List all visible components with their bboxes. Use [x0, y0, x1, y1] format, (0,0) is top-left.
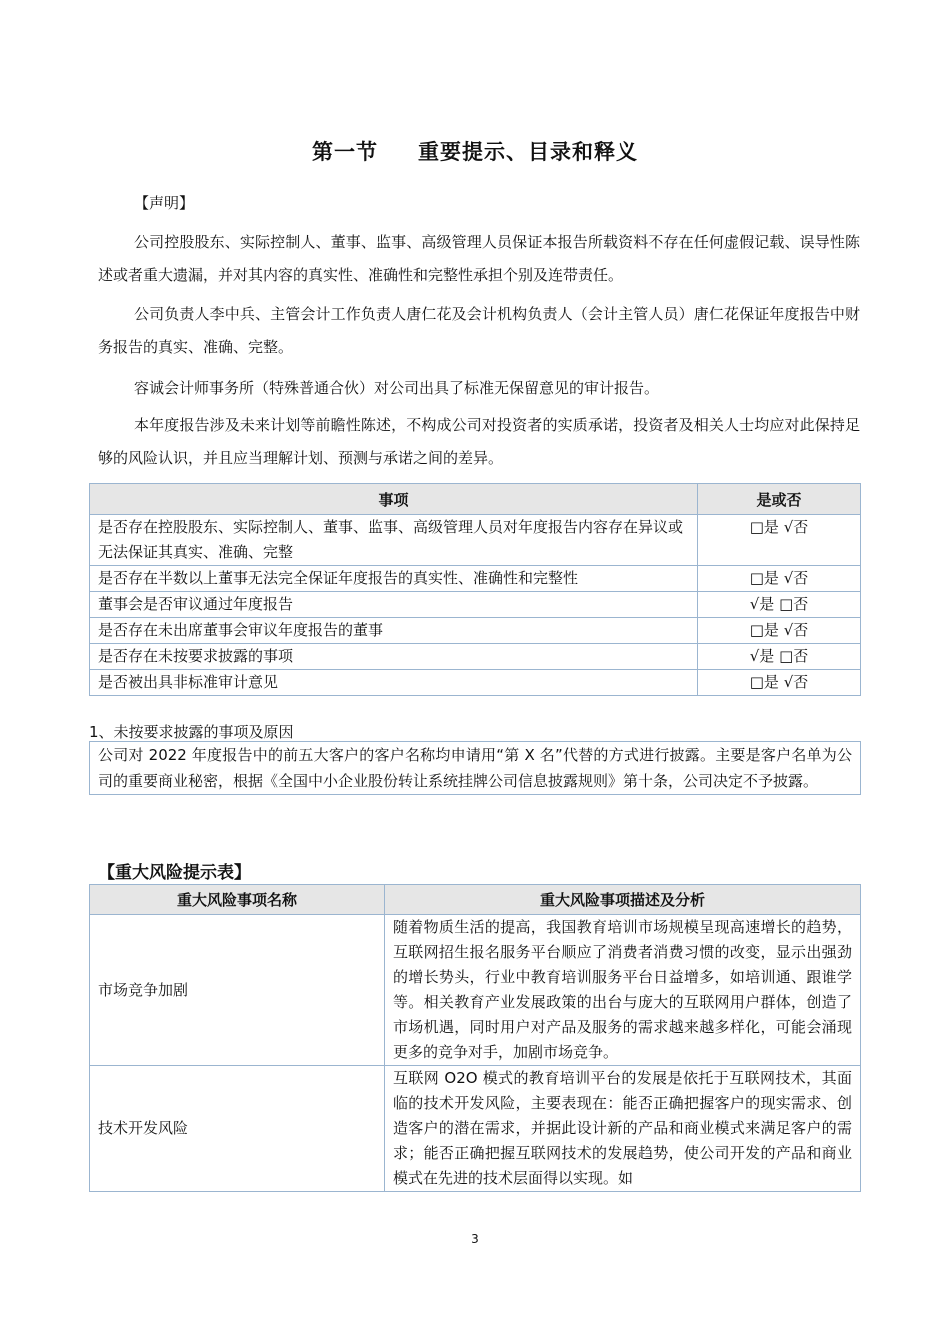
table-row: [90, 618, 861, 644]
matter-item: 是否存在控股股东、实际控制人、董事、监事、高级管理人员对年度报告内容存在异议或无法保证其真实、准确、完整: [90, 515, 698, 566]
matters-header-item: 事项: [90, 484, 698, 515]
risk-name: 市场竞争加剧: [90, 915, 385, 1066]
table-row: [90, 1066, 861, 1192]
statement-paragraph-4: 本年度报告涉及未来计划等前瞻性陈述，不构成公司对投资者的实质承诺，投资者及相关人士均应对此保持足够的风险认识，并且应当理解计划、预测与承诺之间的差异。: [98, 416, 860, 467]
matters-header-answer: 是或否: [698, 484, 861, 515]
matter-answer: □是 √否: [698, 566, 861, 592]
matter-answer: □是 √否: [698, 515, 861, 566]
matters-table-header: [90, 484, 861, 515]
risk-name: 技术开发风险: [90, 1066, 385, 1192]
matter-item: 是否被出具非标准审计意见: [90, 670, 698, 696]
risk-header-name: 重大风险事项名称: [90, 885, 385, 915]
matter-answer: □是 √否: [698, 670, 861, 696]
page-number: 3: [471, 1232, 479, 1246]
undisclosed-heading: 1、未按要求披露的事项及原因: [89, 723, 294, 741]
section-title: 重要提示、目录和释义: [418, 140, 638, 164]
risk-table-title: 【重大风险提示表】: [98, 863, 251, 883]
statement-heading: 【声明】: [134, 194, 195, 212]
table-row: [90, 515, 861, 566]
matter-item: 是否存在半数以上董事无法完全保证年度报告的真实性、准确性和完整性: [90, 566, 698, 592]
table-row: [90, 915, 861, 1066]
statement-paragraph-1: 公司控股股东、实际控制人、董事、监事、高级管理人员保证本报告所载资料不存在任何虚假记载、误导性陈述或者重大遗漏，并对其内容的真实性、准确性和完整性承担个别及连带责任。: [98, 233, 860, 284]
matter-item: 是否存在未按要求披露的事项: [90, 644, 698, 670]
table-row: [90, 566, 861, 592]
table-row: [90, 644, 861, 670]
table-row: [90, 670, 861, 696]
statement-paragraph-2: 公司负责人李中兵、主管会计工作负责人唐仁花及会计机构负责人（会计主管人员）唐仁花保证年度报告中财务报告的真实、准确、完整。: [98, 305, 860, 356]
matter-item: 是否存在未出席董事会审议年度报告的董事: [90, 618, 698, 644]
matter-answer: √是 □否: [698, 644, 861, 670]
matter-answer: √是 □否: [698, 592, 861, 618]
risk-table-header: [90, 885, 861, 915]
risk-description: 互联网 O2O 模式的教育培训平台的发展是依托于互联网技术，其面临的技术开发风险，主要表现在：能否正确把握客户的现实需求、创造客户的潜在需求，并据此设计新的产品和商业模式来满足客户的需求；能否正确把握互联网技术的发展趋势，使公司开发的产品和商业模式在先进的技术层面得以实现。如: [385, 1066, 861, 1192]
matters-table: [89, 483, 861, 696]
matter-item: 董事会是否审议通过年度报告: [90, 592, 698, 618]
table-row: [90, 592, 861, 618]
matter-answer: □是 √否: [698, 618, 861, 644]
section-label: 第一节: [312, 140, 378, 164]
risk-description: 随着物质生活的提高，我国教育培训市场规模呈现高速增长的趋势，互联网招生报名服务平台顺应了消费者消费习惯的改变，显示出强劲的增长势头，行业中教育培训服务平台日益增多，如培训通、跟谁学等。相关教育产业发展政策的出台与庞大的互联网用户群体，创造了市场机遇，同时用户对产品及服务的需求越来越多样化，可能会涌现更多的竞争对手，加剧市场竞争。: [385, 915, 861, 1066]
undisclosed-note: 公司对 2022 年度报告中的前五大客户的客户名称均申请用“第 X 名”代替的方式进行披露。主要是客户名单为公司的重要商业秘密，根据《全国中小企业股份转让系统挂牌公司信息披露规则》第十条，公司决定不予披露。: [89, 741, 861, 795]
risk-header-desc: 重大风险事项描述及分析: [385, 885, 861, 915]
risk-table: [89, 884, 861, 1192]
statement-paragraph-3: 容诚会计师事务所（特殊普通合伙）对公司出具了标准无保留意见的审计报告。: [134, 379, 660, 397]
page-title: [0, 136, 950, 166]
